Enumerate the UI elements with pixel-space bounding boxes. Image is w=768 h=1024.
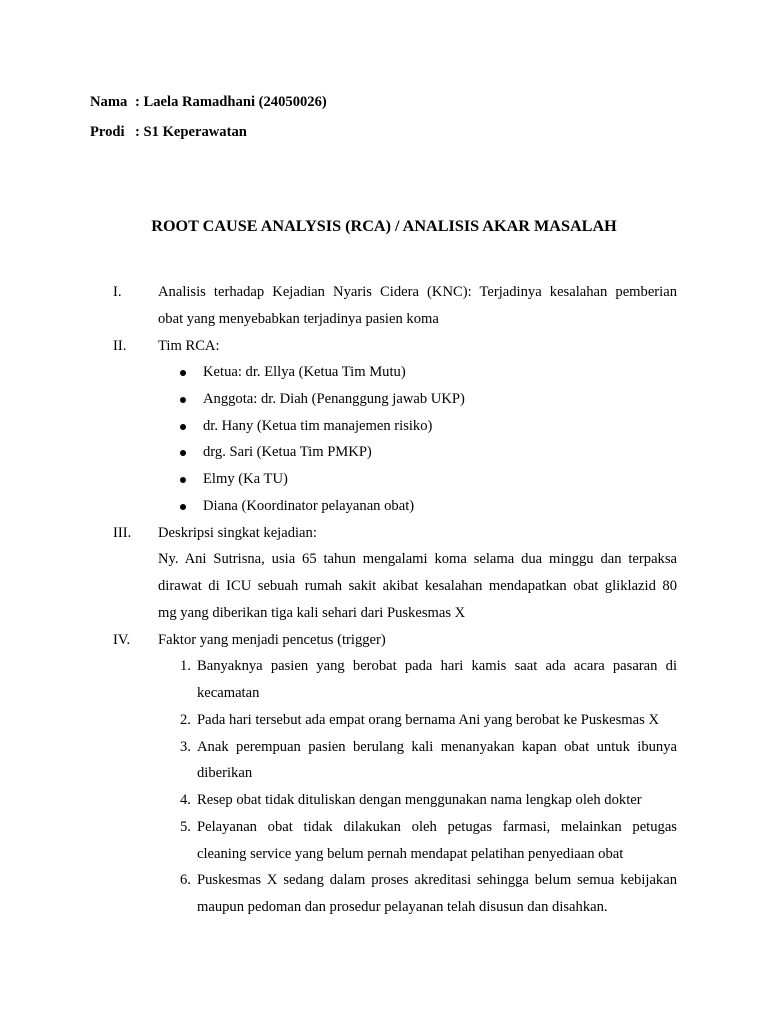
prodi-value: : S1 Keperawatan — [135, 124, 247, 140]
section-text-line: dirawat di ICU sebuah rumah sakit akibat kesalahan mendapatkan obat gliklazid 80 — [158, 578, 677, 594]
trigger-item-line: Pelayanan obat tidak dilakukan oleh petugas farmasi, melainkan petugas — [197, 819, 677, 835]
section-heading: Faktor yang menjadi pencetus (trigger) — [158, 632, 386, 648]
trigger-item-line: diberikan — [197, 765, 253, 781]
nama-label: Nama — [90, 94, 128, 110]
trigger-item-line: kecamatan — [197, 685, 260, 701]
section-text-line: mg yang diberikan tiga kali sehari dari Puskesmas X — [158, 605, 466, 621]
document-title: ROOT CAUSE ANALYSIS (RCA) / ANALISIS AKAR MASALAH — [151, 217, 617, 235]
list-number: 2. — [180, 712, 191, 728]
bullet-icon — [180, 477, 186, 483]
section-numeral: II. — [113, 338, 127, 354]
trigger-item-line: cleaning service yang belum pernah mendapat pelatihan penyediaan obat — [197, 846, 624, 862]
section-heading: Deskripsi singkat kejadian: — [158, 525, 317, 541]
trigger-item-line: maupun pedoman dan prosedur pelayanan telah disusun dan disahkan. — [197, 899, 608, 915]
prodi-label: Prodi — [90, 124, 125, 140]
team-member: Elmy (Ka TU) — [203, 471, 288, 487]
list-number: 5. — [180, 819, 191, 835]
trigger-item-line: Pada hari tersebut ada empat orang bernama Ani yang berobat ke Puskesmas X — [197, 712, 659, 728]
section-text-line: Ny. Ani Sutrisna, usia 65 tahun mengalami koma selama dua minggu dan terpaksa — [158, 551, 677, 567]
list-number: 6. — [180, 872, 191, 888]
list-number: 4. — [180, 792, 191, 808]
list-number: 3. — [180, 739, 191, 755]
team-member: Diana (Koordinator pelayanan obat) — [203, 498, 415, 514]
trigger-item-line: Banyaknya pasien yang berobat pada hari kamis saat ada acara pasaran di — [197, 658, 677, 674]
section-numeral: IV. — [113, 632, 131, 648]
section-numeral: I. — [113, 284, 122, 300]
section-heading: Tim RCA: — [158, 338, 220, 354]
bullet-icon — [180, 424, 186, 430]
team-member: dr. Hany (Ketua tim manajemen risiko) — [203, 418, 433, 434]
nama-value: : Laela Ramadhani (24050026) — [135, 94, 327, 110]
team-member: Ketua: dr. Ellya (Ketua Tim Mutu) — [203, 364, 406, 380]
section-text-line: obat yang menyebabkan terjadinya pasien koma — [158, 311, 439, 327]
section-text-line: Analisis terhadap Kejadian Nyaris Cidera (KNC): Terjadinya kesalahan pemberian — [158, 284, 677, 300]
trigger-item-line: Anak perempuan pasien berulang kali menanyakan kapan obat untuk ibunya — [197, 739, 677, 755]
trigger-item-line: Resep obat tidak dituliskan dengan menggunakan nama lengkap oleh dokter — [197, 792, 642, 808]
bullet-icon — [180, 370, 186, 376]
bullet-icon — [180, 450, 186, 456]
trigger-item-line: Puskesmas X sedang dalam proses akreditasi sehingga belum semua kebijakan — [197, 872, 677, 888]
bullet-icon — [180, 504, 186, 510]
bullet-icon — [180, 397, 186, 403]
section-numeral: III. — [113, 525, 132, 541]
list-number: 1. — [180, 658, 191, 674]
team-member: drg. Sari (Ketua Tim PMKP) — [203, 444, 372, 460]
team-member: Anggota: dr. Diah (Penanggung jawab UKP) — [203, 391, 465, 407]
